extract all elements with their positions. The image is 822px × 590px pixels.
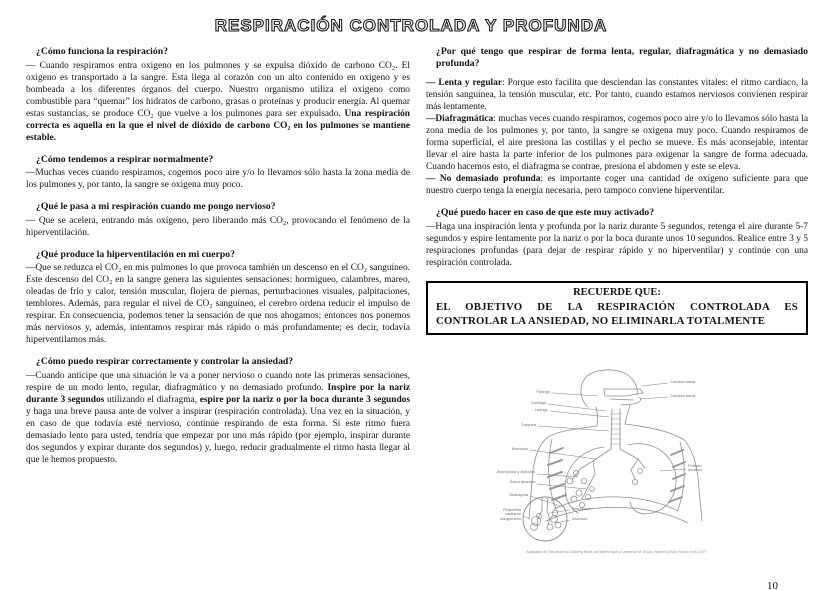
section-paragraph: — No demasiado profunda: es importante coger una cantidad de oxígeno suficiente para que nuestro cuerpo tenga la energía necesaria, pero tampoco conviene hiperventilar. (426, 174, 808, 196)
label-diafragma: Diafragma (509, 491, 528, 497)
reminder-box (426, 281, 808, 335)
section-paragraph: — Lenta y regular: Porque esto facilita que desciendan las constantes vitales: el ritmo cardíaco, la tensión sanguínea, la tensión muscular, etc. Por tanto, cuando estamos nerviosos convienen respirar más lentamente. (426, 78, 808, 112)
section-como-puedo-respirar (26, 356, 410, 466)
label-bronquiolo-inset: Bronquiolo (572, 505, 592, 511)
section-muy-activado (426, 207, 808, 269)
section-heading: ¿Cómo tendemos a respirar normalmente? (36, 153, 214, 165)
label-laringe: Laringe (534, 406, 548, 412)
section-paragraph: —Cuando anticipe que una situación le va a poner nervioso o cuando note las primeras sensaciones, respire de un modo lento, regular, diafragmático y no demasiado profundo. Inspire por la nariz durante 3 segundos utilizando el diafragma, espire por la nariz o por la boca durante 3 segundos y haga una breve pausa ante de volver a inspirar (respiración controlada). Una vez en la situación, y en caso de que todavía esté nervioso, continúe respirando de esta forma. Si este ritmo fuera demasiado lento para usted, tendría que empezar por uno más rápido (por ejemplo, inspirar durante dos segundos y expirar durante dos segundos) y, luego, reducir gradualmente el ritmo hasta llegar al que le hemos propuesto. (26, 370, 410, 465)
page-number: 10 (767, 580, 778, 590)
section-como-tendemos (26, 154, 410, 192)
section-heading: ¿Qué produce la hiperventilación en mi cuerpo? (36, 248, 235, 260)
section-heading: ¿Por qué tengo que respirar de forma lenta, regular, diafragmática y no demasiado profunda? (436, 46, 808, 69)
section-paragraph: —Que se reduzca el CO₂ en mis pulmones lo que provoca también un descenso en el CO₂ sanguíneo. Este descenso del CO₂ en la sangre genera las siguientes sensaciones: hormigueo, calambres, mareo, oleadas de frío y calor, tensión muscular, flojera de piernas, perturbaciones visuales, palpitaciones, temblores. Además, para regular el nivel de CO₂ sanguíneo, el cerebro ordena reducir el impulso de respirar. En consecuencia, podemos tener la sensación de que nos ahogamos; entonces nos ponemos más nerviosos y, además, intentamos respirar más rápido o más profundamente; es decir, todavía hiperventilamos más. (26, 263, 410, 345)
label-cavidad-nasal: Cavidad nasal (670, 378, 696, 384)
respiratory-diagram-drawing (492, 369, 742, 547)
section-paragraph: —Haga una inspiración lenta y profunda por la nariz durante 5 segundos, retenga el aire durante 5-7 segundos y espire lentamente por la nariz o por la boca durante unos 10 segundos. Realice entre 3 y 5 respiraciones profundas (para dejar de respirar rápido y no hiperventilar) y continúe con una respiración controlada. (426, 221, 808, 268)
label-cavidad-bucal: Cavidad bucal (670, 392, 696, 398)
section-heading: ¿Qué le pasa a mi respiración cuando me pongo nervioso? (36, 201, 276, 212)
respiratory-system-diagram (492, 369, 742, 547)
section-que-le-pasa (26, 201, 410, 239)
label-acino-alveolar: Ácino alveolar (509, 478, 535, 484)
section-paragraph: —Muchas veces cuando respiramos, cogemos poco aire y/o lo llevamos sólo hasta la zona media de los pulmones y, por tanto, la sangre se oxigena muy poco. (26, 168, 410, 190)
section-que-produce (26, 249, 410, 347)
page-title: RESPIRACIÓN CONTROLADA Y PROFUNDA (214, 16, 608, 35)
label-pulmon-derecho: Pulmón derecho (688, 462, 703, 473)
section-por-que-lenta (426, 46, 808, 197)
label-capilares-sanguineos: Pequeños capilares sanguíneos (500, 506, 521, 521)
section-paragraph: — Que se acelera, entrando más oxígeno, pero liberando más CO₂, provocando el fenómeno de la hiperventilación. (26, 215, 410, 238)
section-paragraph: — Cuando respiramos entra oxigeno en los pulmones y se expulsa dióxido de carbono CO₂. El oxigeno es transportado a la sangre. Esta llega al corazón con un alto contenido en oxigeno y es bombeada a los diferentes órganos del cuerpo. Nuestro organismo utiliza el oxigeno como combustible para “quemar” los hidratos de carbono, grasas o proteínas y producir energía. Al quemar estas sustancias, se produce CO₂ que vuelve a los pulmones para ser expulsado. Una respiración correcta es aquella en la que el nivel de dióxido de carbono CO₂ en los pulmones se mantiene estable. (26, 60, 410, 143)
section-paragraph: —Diafragmática: muchas veces cuando respiramos, cogemos poco aire y/o lo llevamos sólo hasta la zona media de los pulmones y, por tanto, la sangre se oxigena muy poco. Cuando respiramos de forma superficial, el aire presiona las costillas y el pecho se mueve. Es más aconsejable, intentar llevar el aire hasta la parte inferior de los pulmones para oxigenar la sangre de forma adecuada. Cuando hacemos esto, el diafragma se contrae, presiona el abdomen y este se eleva. (426, 114, 808, 172)
document-page (0, 16, 822, 590)
label-esofago: Esófago (531, 399, 546, 405)
section-heading: ¿Cómo puedo respirar correctamente y controlar la ansiedad? (36, 356, 294, 367)
reminder-box-body: EL OBJETIVO DE LA RESPIRACIÓN CONTROLADA ES CONTROLAR LA ANSIEDAD, NO ELIMINARLA TOTALMENTE (436, 300, 798, 327)
right-column (426, 46, 808, 554)
label-alveolos: Alveolos (572, 515, 588, 521)
diagram-caption: Adaptado de The Anatomy Coloring Book, de Wynn Kapit y Lawrence M. Elson, Harper & Row, Nueva York, 1977. (526, 549, 708, 554)
label-faringe: Faringe (536, 388, 550, 394)
section-como-funciona (26, 46, 410, 144)
two-column-layout (0, 36, 822, 554)
section-heading: ¿Qué puedo hacer en caso de que este muy activado? (436, 207, 655, 218)
left-column (26, 46, 410, 554)
section-heading: ¿Cómo funciona la respiración? (36, 46, 168, 57)
label-bronquio: Bronquio (511, 445, 528, 451)
label-traquea: Tráquea (521, 421, 536, 427)
label-bronquiolo-alveolos: Bronquiolo y alveolos (496, 468, 535, 474)
reminder-box-title: RECUERDE QUE: (573, 286, 661, 298)
